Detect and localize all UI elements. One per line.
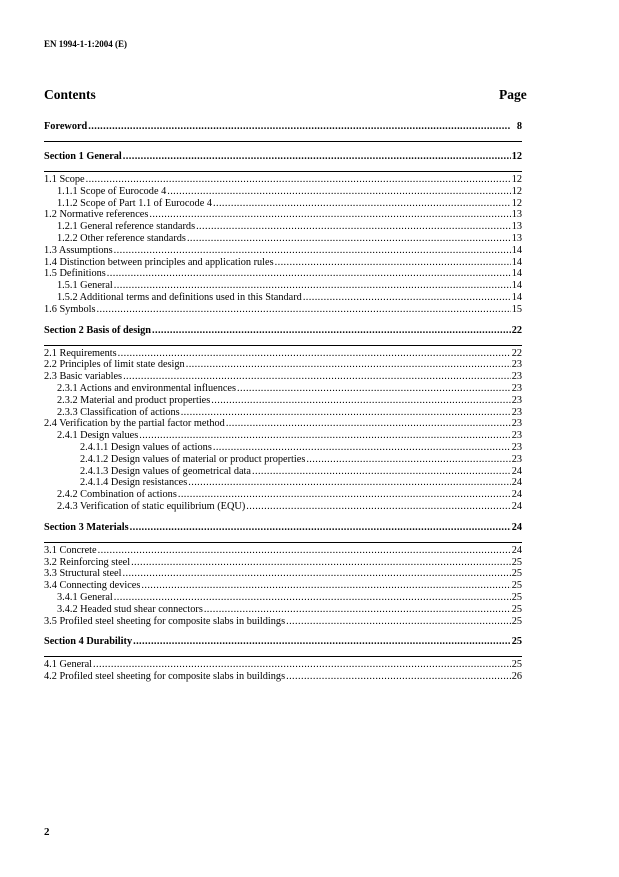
toc-entry-page: 14	[511, 244, 522, 256]
section-title: Section 1 General	[44, 151, 122, 162]
toc-entry-page: 15	[511, 303, 522, 315]
toc-entry-page: 26	[511, 671, 522, 683]
toc-entry[interactable]	[44, 395, 522, 407]
toc-entry-label: 3.2 Reinforcing steel	[44, 556, 131, 568]
toc-entry[interactable]	[44, 268, 522, 280]
toc-entry[interactable]	[44, 304, 522, 316]
toc-foreword-page: 8	[516, 121, 522, 132]
leader-dots	[196, 221, 511, 233]
toc-entry-page: 25	[511, 659, 522, 671]
toc-section-heading[interactable]	[44, 324, 522, 338]
toc-entry-label: 1.1.1 Scope of Eurocode 4	[57, 185, 167, 197]
leader-dots	[246, 501, 510, 513]
toc-entry-page: 24	[511, 477, 522, 489]
toc-entry[interactable]	[44, 292, 522, 304]
toc-entry-page: 23	[511, 430, 522, 442]
toc-entry-label: 3.4.2 Headed stud shear connectors	[57, 603, 203, 615]
leader-dots	[97, 304, 511, 316]
toc-entry-label: 2.4 Verification by the partial factor method	[44, 418, 225, 430]
toc-entry[interactable]	[44, 418, 522, 430]
toc-entry[interactable]	[44, 209, 522, 221]
leader-dots	[226, 418, 511, 430]
toc-entry-label: 1.1 Scope	[44, 174, 85, 185]
leader-dots	[152, 324, 511, 338]
toc-entry-page: 25	[511, 580, 522, 592]
toc-entry[interactable]	[44, 359, 522, 371]
leader-dots	[252, 466, 511, 478]
toc-entry-label: 1.1.2 Scope of Part 1.1 of Eurocode 4	[57, 197, 212, 209]
leader-dots	[118, 348, 511, 360]
document-header: EN 1994-1-1:2004 (E)	[44, 39, 127, 49]
section-page: 22	[511, 324, 522, 336]
toc-entry-page: 14	[511, 280, 522, 292]
toc-entry-page: 24	[511, 500, 522, 512]
page-number: 2	[44, 826, 50, 838]
toc-entry[interactable]	[44, 659, 522, 671]
toc-entry-page: 23	[511, 394, 522, 406]
page-column-heading: Page	[499, 87, 527, 102]
toc-entry-label: 2.4.1.4 Design resistances	[80, 477, 188, 489]
leader-dots	[204, 604, 511, 616]
leader-dots	[211, 395, 510, 407]
toc-section-heading[interactable]	[44, 521, 522, 535]
toc-entry-page: 25	[511, 603, 522, 615]
toc-entry-page: 14	[511, 291, 522, 303]
section-page: 25	[511, 636, 522, 648]
section-divider	[44, 345, 522, 346]
toc-entry-page: 12	[511, 174, 522, 185]
leader-dots	[167, 186, 510, 198]
toc-entry[interactable]	[44, 580, 522, 592]
leader-dots	[114, 280, 511, 292]
leader-dots	[88, 120, 511, 134]
section-title: Section 2 Basis of design	[44, 324, 151, 336]
toc-entry[interactable]	[44, 186, 522, 198]
leader-dots	[123, 371, 511, 383]
leader-dots	[178, 489, 511, 501]
toc-entry-label: 4.2 Profiled steel sheeting for composite slabs in buildings	[44, 671, 286, 683]
leader-dots	[213, 198, 511, 210]
toc-entry-label: 4.1 General	[44, 659, 93, 671]
leader-dots	[139, 430, 510, 442]
leader-dots	[123, 568, 511, 580]
leader-dots	[149, 209, 510, 221]
toc-entry-label: 2.4.1.2 Design values of material or product properties	[80, 453, 306, 465]
toc-entry[interactable]	[44, 383, 522, 395]
toc-entry-label: 1.2.1 General reference standards	[57, 221, 196, 233]
toc-entry-label: 3.4 Connecting devices	[44, 580, 141, 592]
toc-entry-label: 2.3.2 Material and product properties	[57, 394, 211, 406]
toc-entry[interactable]	[44, 592, 522, 604]
toc-entry-label: 1.3 Assumptions	[44, 244, 113, 256]
toc-entry[interactable]	[44, 489, 522, 501]
section-divider	[44, 141, 522, 142]
toc-entry-page: 25	[511, 556, 522, 568]
leader-dots	[306, 454, 510, 466]
toc-entry[interactable]	[44, 257, 522, 269]
toc-entry[interactable]	[44, 604, 522, 616]
toc-entry-label: 2.4.1.1 Design values of actions	[80, 441, 212, 453]
leader-dots	[114, 592, 511, 604]
toc-entry-page: 23	[511, 406, 522, 418]
toc-entry-label: 1.4 Distinction between principles and application rules	[44, 256, 274, 268]
toc-entry-page: 13	[511, 221, 522, 233]
leader-dots	[303, 292, 511, 304]
leader-dots	[275, 257, 511, 269]
toc-entry[interactable]	[44, 616, 522, 628]
toc-entry-label: 1.2.2 Other reference standards	[57, 232, 186, 244]
toc-entry-page: 23	[511, 359, 522, 371]
toc-entry[interactable]	[44, 501, 522, 513]
section-title: Section 4 Durability	[44, 636, 133, 648]
toc-entry[interactable]	[44, 557, 522, 569]
toc-entry-page: 14	[511, 268, 522, 280]
toc-entry-page: 25	[511, 568, 522, 580]
leader-dots	[86, 174, 511, 186]
section-divider	[44, 542, 522, 543]
toc-entry-label: 2.4.1 Design values	[57, 430, 139, 442]
leader-dots	[181, 407, 511, 419]
toc-entry[interactable]	[44, 407, 522, 419]
toc-section-heading[interactable]	[44, 635, 522, 649]
toc-entry[interactable]	[44, 430, 522, 442]
contents-heading: Contents	[44, 87, 96, 102]
toc-entry[interactable]	[44, 221, 522, 233]
toc-entry-page: 12	[511, 185, 522, 197]
toc-entry-page: 23	[511, 453, 522, 465]
toc-entry-label: 1.2 Normative references	[44, 209, 149, 221]
toc-entry-label: 3.1 Concrete	[44, 544, 97, 556]
section-title: Section 3 Materials	[44, 521, 129, 533]
leader-dots	[131, 557, 511, 569]
toc-entry[interactable]	[44, 454, 522, 466]
toc-entry-page: 23	[511, 371, 522, 383]
toc-entry-page: 25	[511, 615, 522, 627]
section-divider	[44, 656, 522, 657]
section-page: 24	[511, 521, 522, 533]
toc-entry-label: 2.4.3 Verification of static equilibrium (EQU)	[57, 500, 246, 512]
toc-entry-label: 3.3 Structural steel	[44, 568, 122, 580]
toc-entry-page: 23	[511, 441, 522, 453]
toc-entry[interactable]	[44, 477, 522, 489]
toc-entry[interactable]	[44, 545, 522, 557]
leader-dots	[93, 659, 511, 671]
section-page: 12	[511, 151, 522, 162]
toc-entry-page: 25	[511, 591, 522, 603]
leader-dots	[213, 442, 511, 454]
toc-entry-label: 1.6 Symbols	[44, 303, 96, 315]
section-divider	[44, 171, 522, 172]
table-of-contents	[44, 114, 522, 683]
toc-entry-label: 2.3.3 Classification of actions	[57, 406, 180, 418]
leader-dots	[98, 545, 511, 557]
leader-dots	[187, 233, 511, 245]
toc-entry-page: 14	[511, 256, 522, 268]
toc-entry[interactable]	[44, 442, 522, 454]
leader-dots	[141, 580, 510, 592]
toc-entry-page: 24	[511, 465, 522, 477]
toc-entry[interactable]	[44, 198, 522, 210]
toc-foreword[interactable]	[44, 120, 522, 134]
toc-entry[interactable]	[44, 371, 522, 383]
toc-entry-label: 2.3 Basic variables	[44, 371, 123, 383]
toc-entry-page: 22	[511, 347, 522, 359]
toc-entry-label: 2.4.1.3 Design values of geometrical data	[80, 465, 251, 477]
leader-dots	[186, 359, 511, 371]
toc-entry-label: 1.5.1 General	[57, 280, 113, 292]
toc-entry[interactable]	[44, 233, 522, 245]
leader-dots	[188, 477, 510, 489]
toc-entry[interactable]	[44, 245, 522, 257]
toc-entry-label: 1.5 Definitions	[44, 268, 106, 280]
toc-entry[interactable]	[44, 348, 522, 360]
toc-entry-label: 3.5 Profiled steel sheeting for composite slabs in buildings	[44, 615, 286, 627]
toc-section-heading[interactable]	[44, 150, 522, 164]
toc-sections	[44, 150, 522, 683]
toc-entry-page: 23	[511, 418, 522, 430]
leader-dots	[114, 245, 511, 257]
toc-entry-page: 12	[511, 197, 522, 209]
toc-entry-label: 2.3.1 Actions and environmental influences	[57, 382, 237, 394]
leader-dots	[133, 635, 511, 649]
toc-entry-page: 13	[511, 209, 522, 221]
leader-dots	[286, 671, 511, 683]
toc-entry[interactable]	[44, 568, 522, 580]
toc-entry-label: 2.1 Requirements	[44, 347, 117, 359]
leader-dots	[123, 150, 511, 164]
toc-entry-label: 3.4.1 General	[57, 591, 113, 603]
leader-dots	[107, 268, 511, 280]
toc-entry[interactable]	[44, 174, 522, 186]
toc-entry-page: 23	[511, 382, 522, 394]
toc-entry[interactable]	[44, 671, 522, 683]
toc-entry-page: 24	[511, 544, 522, 556]
toc-foreword-label: Foreword	[44, 121, 88, 132]
toc-entry[interactable]	[44, 280, 522, 292]
toc-entry-page: 13	[511, 232, 522, 244]
leader-dots	[237, 383, 511, 395]
toc-entry-page: 24	[511, 489, 522, 501]
toc-entry-label: 1.5.2 Additional terms and definitions used in this Standard	[57, 291, 302, 303]
leader-dots	[130, 521, 511, 535]
toc-entry[interactable]	[44, 466, 522, 478]
leader-dots	[286, 616, 511, 628]
toc-entry-label: 2.2 Principles of limit state design	[44, 359, 185, 371]
toc-entry-label: 2.4.2 Combination of actions	[57, 489, 177, 501]
